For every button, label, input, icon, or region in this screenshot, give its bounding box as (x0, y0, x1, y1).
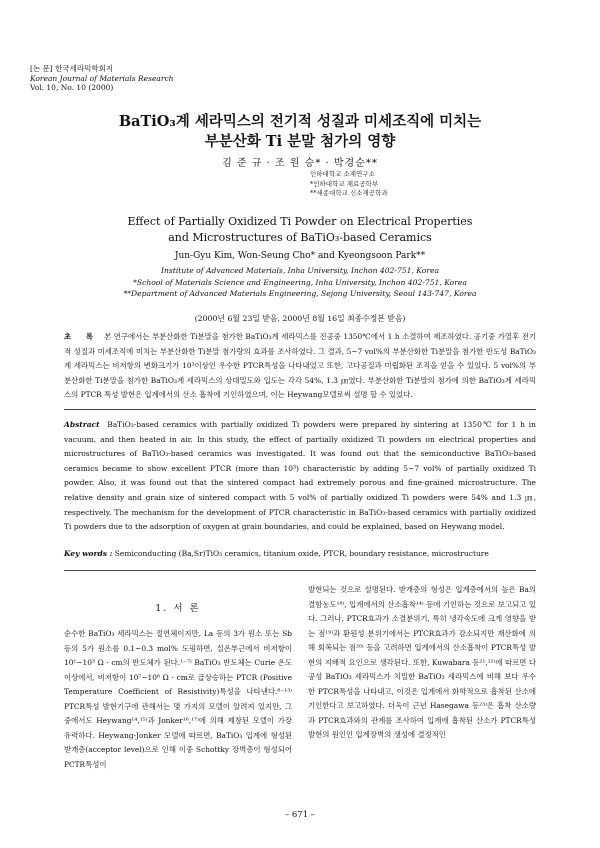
page-number: – 671 – (284, 810, 316, 820)
keywords-text: Semiconducting (Ba,Sr)TiO₃ ceramics, titanium oxide, PTCR, boundary resistance, microstructure (114, 549, 489, 558)
abstract-korean-lead: 초 록 (64, 332, 100, 341)
divider (64, 409, 536, 410)
keywords (64, 549, 536, 558)
journal-name-en: Korean Journal of Materials Research (30, 73, 174, 83)
title-english: Effect of Partially Oxidized Ti Powder on Electrical Properties and Microstructures of BaTiO₃-based Ceramics (127, 215, 473, 244)
section-heading-introduction: 1. 서 론 (155, 603, 201, 614)
abstract-english (64, 418, 536, 535)
journal-name-ko: [논 문] 한국세라믹학회지 (30, 64, 114, 73)
body-column-right: 발현되는 것으로 설명된다. 받개층의 형성은 입계층에서의 높은 Ba의 결함농도¹⁸⁾, 입계에서의 산소흡착¹⁴⁾ 등에 기인하는 것으로 보고되고 있다. 그러나, PTCR효과가 소결분위기, 특히 냉각속도에 크게 영향을 받는 점¹⁹⁾과 환원성 분위기에서는 PTCR효과가 감소되지만 재산화에 의해 회복되는 점²⁰⁾ 등을 고려하면 입계에서의 산소흡착이 PTCR특성 발현의 지배적 요인으로 생각된다. 또한, Kuwabara 등²¹,²²⁾에 따르면 다공성 BaTiO₃ 세라믹스가 치밀한 BaTiO₃ 세라믹스에 비해 보다 우수한 PTCR특성을 나타내고, 이것은 입계에서 화학적으로 흡착된 산소에 기인한다고 보고하였다. 더욱이 근년 Hasegawa 등²³⁾은 흡착 산소량과 PTCR효과와의 관계를 조사하여 입계에 흡착된 산소가 PTCR특성 발현의 원인인 입계장벽의 생성에 결정적인 (308, 585, 536, 740)
authors-korean: 김 준 규 · 조 원 승* · 박경순** (222, 158, 378, 169)
body-column-left: 순수한 BaTiO₃ 세라믹스는 절연체이지만, La 등의 3가 원소 또는 Sb 등의 5가 원소를 0.1~0.3 mol% 도핑하면, 실온부근에서 비저항이 10¹~10³ Ω · cm의 반도체가 된다.¹⁻⁷⁾ BaTiO₃ 반도체는 Curie 온도이상에서, 비저항이 10⁷~10⁸ Ω · cm로 급상승하는 PTCR (Positive Temperature Coefficient of Resistivity)특성을 나타낸다.⁸⁻¹³⁾ PTCR특성 발현기구에 관해서는 몇 가지의 모델이 알려져 있지만, 그 중에서도 Heywang¹⁴,¹⁵⁾과 Jonker¹⁶,¹⁷⁾에 의해 제창된 모델이 가장 유력하다. Heywang-Jonker 모델에 따르면, BaTiO₃ 입계에 형성된 받개층(acceptor level)으로 인해 이중 Schottky 장벽층이 형성되어 PCTR특성이 (64, 629, 292, 769)
affiliations-english: Institute of Advanced Materials, Inha University, Inchon 402-751, Korea *School of Materials Science and Engineering, Inha University, Inchon 402-751, Korea **Department of Advanced Materials Engineering, Sejong University, Seoul 143-747, Korea (123, 266, 477, 298)
authors-english: Jun-Gyu Kim, Won-Seung Cho* and Kyeongsoon Park** (174, 251, 426, 261)
keywords-lead: Key words : (64, 549, 113, 558)
divider (64, 570, 536, 571)
journal-header (30, 64, 173, 93)
title-korean: BaTiO₃계 세라믹스의 전기적 성질과 미세조직에 미치는 부분산화 Ti 분말 첨가의 영향 (118, 113, 482, 150)
abstract-english-lead: Abstract (64, 420, 100, 429)
abstract-korean (64, 330, 536, 403)
abstract-korean-text: 본 연구에서는 부분산화한 Ti분말을 첨가한 BaTiO₃계 세라믹스를 진공중 1350℃에서 1 h 소결하여 제조하였다. 공기중 가열후 전기적 성질과 미세조직에 미치는 부분산화한 Ti분말 첨가량의 효과를 조사하였다. 그 결과, 5~7 vol%의 부분산화한 Ti분말을 첨가한 반도성 BaTiO₃계 세라믹스는 비저항의 변화크기가 10³이상인 우수한 PTCR특성을 나타내었고 또한, 고다공질과 미립화된 조직을 얻을 수 있었다. 5 vol%의 부분산화한 Ti분말을 첨가한 BaTiO₃계 세라믹스의 상대밀도와 입도는 각각 54%, 1.3 ㎛였다. 부분산화한 Ti분말의 첨가에 의한 BaTiO₃계 세라믹스의 PTCR 특성 발현은 입계에서의 산소 흡착에 기인하였으며, 이는 Heywang모델로써 설명 할 수 있었다. (64, 332, 536, 400)
received-dates: (2000년 6월 23일 받음, 2000년 8월 16일 최종수정본 받음) (194, 314, 406, 323)
affiliations-korean: 인하대학교 소재연구소 *인하대학교 재료공학부 **세종대학교 신소재공학과 (310, 170, 388, 197)
abstract-english-text: BaTiO₃-based ceramics with partially oxidized Ti powders were prepared by sintering at 1350℃ for 1 h in vacuum, and then heated in air. In this study, the effect of partially oxidized Ti powders on electrical properties and microstructures of BaTiO₃-based ceramics was investigated. It was found out that the semiconductive BaTiO₃-based ceramics became to show excellent PTCR (more than 10³) characteristic by adding 5~7 vol% of partially oxidized Ti powder. Also, it was found out that the sintered compact had extremely porous and fine-grained microstructure. The relative density and grain size of sintered compact with 5 vol% of partially oxidized Ti powders were 54% and 1.3 ㎛, respectively. The mechanism for the development of PTCR characteristic in BaTiO₃-based ceramics with partially oxidized Ti powders due to the adsorption of oxygen at grain boundaries, and could be explained, based on Heywang model. (64, 420, 536, 532)
journal-volume: Vol. 10, No. 10 (2000) (30, 83, 114, 92)
